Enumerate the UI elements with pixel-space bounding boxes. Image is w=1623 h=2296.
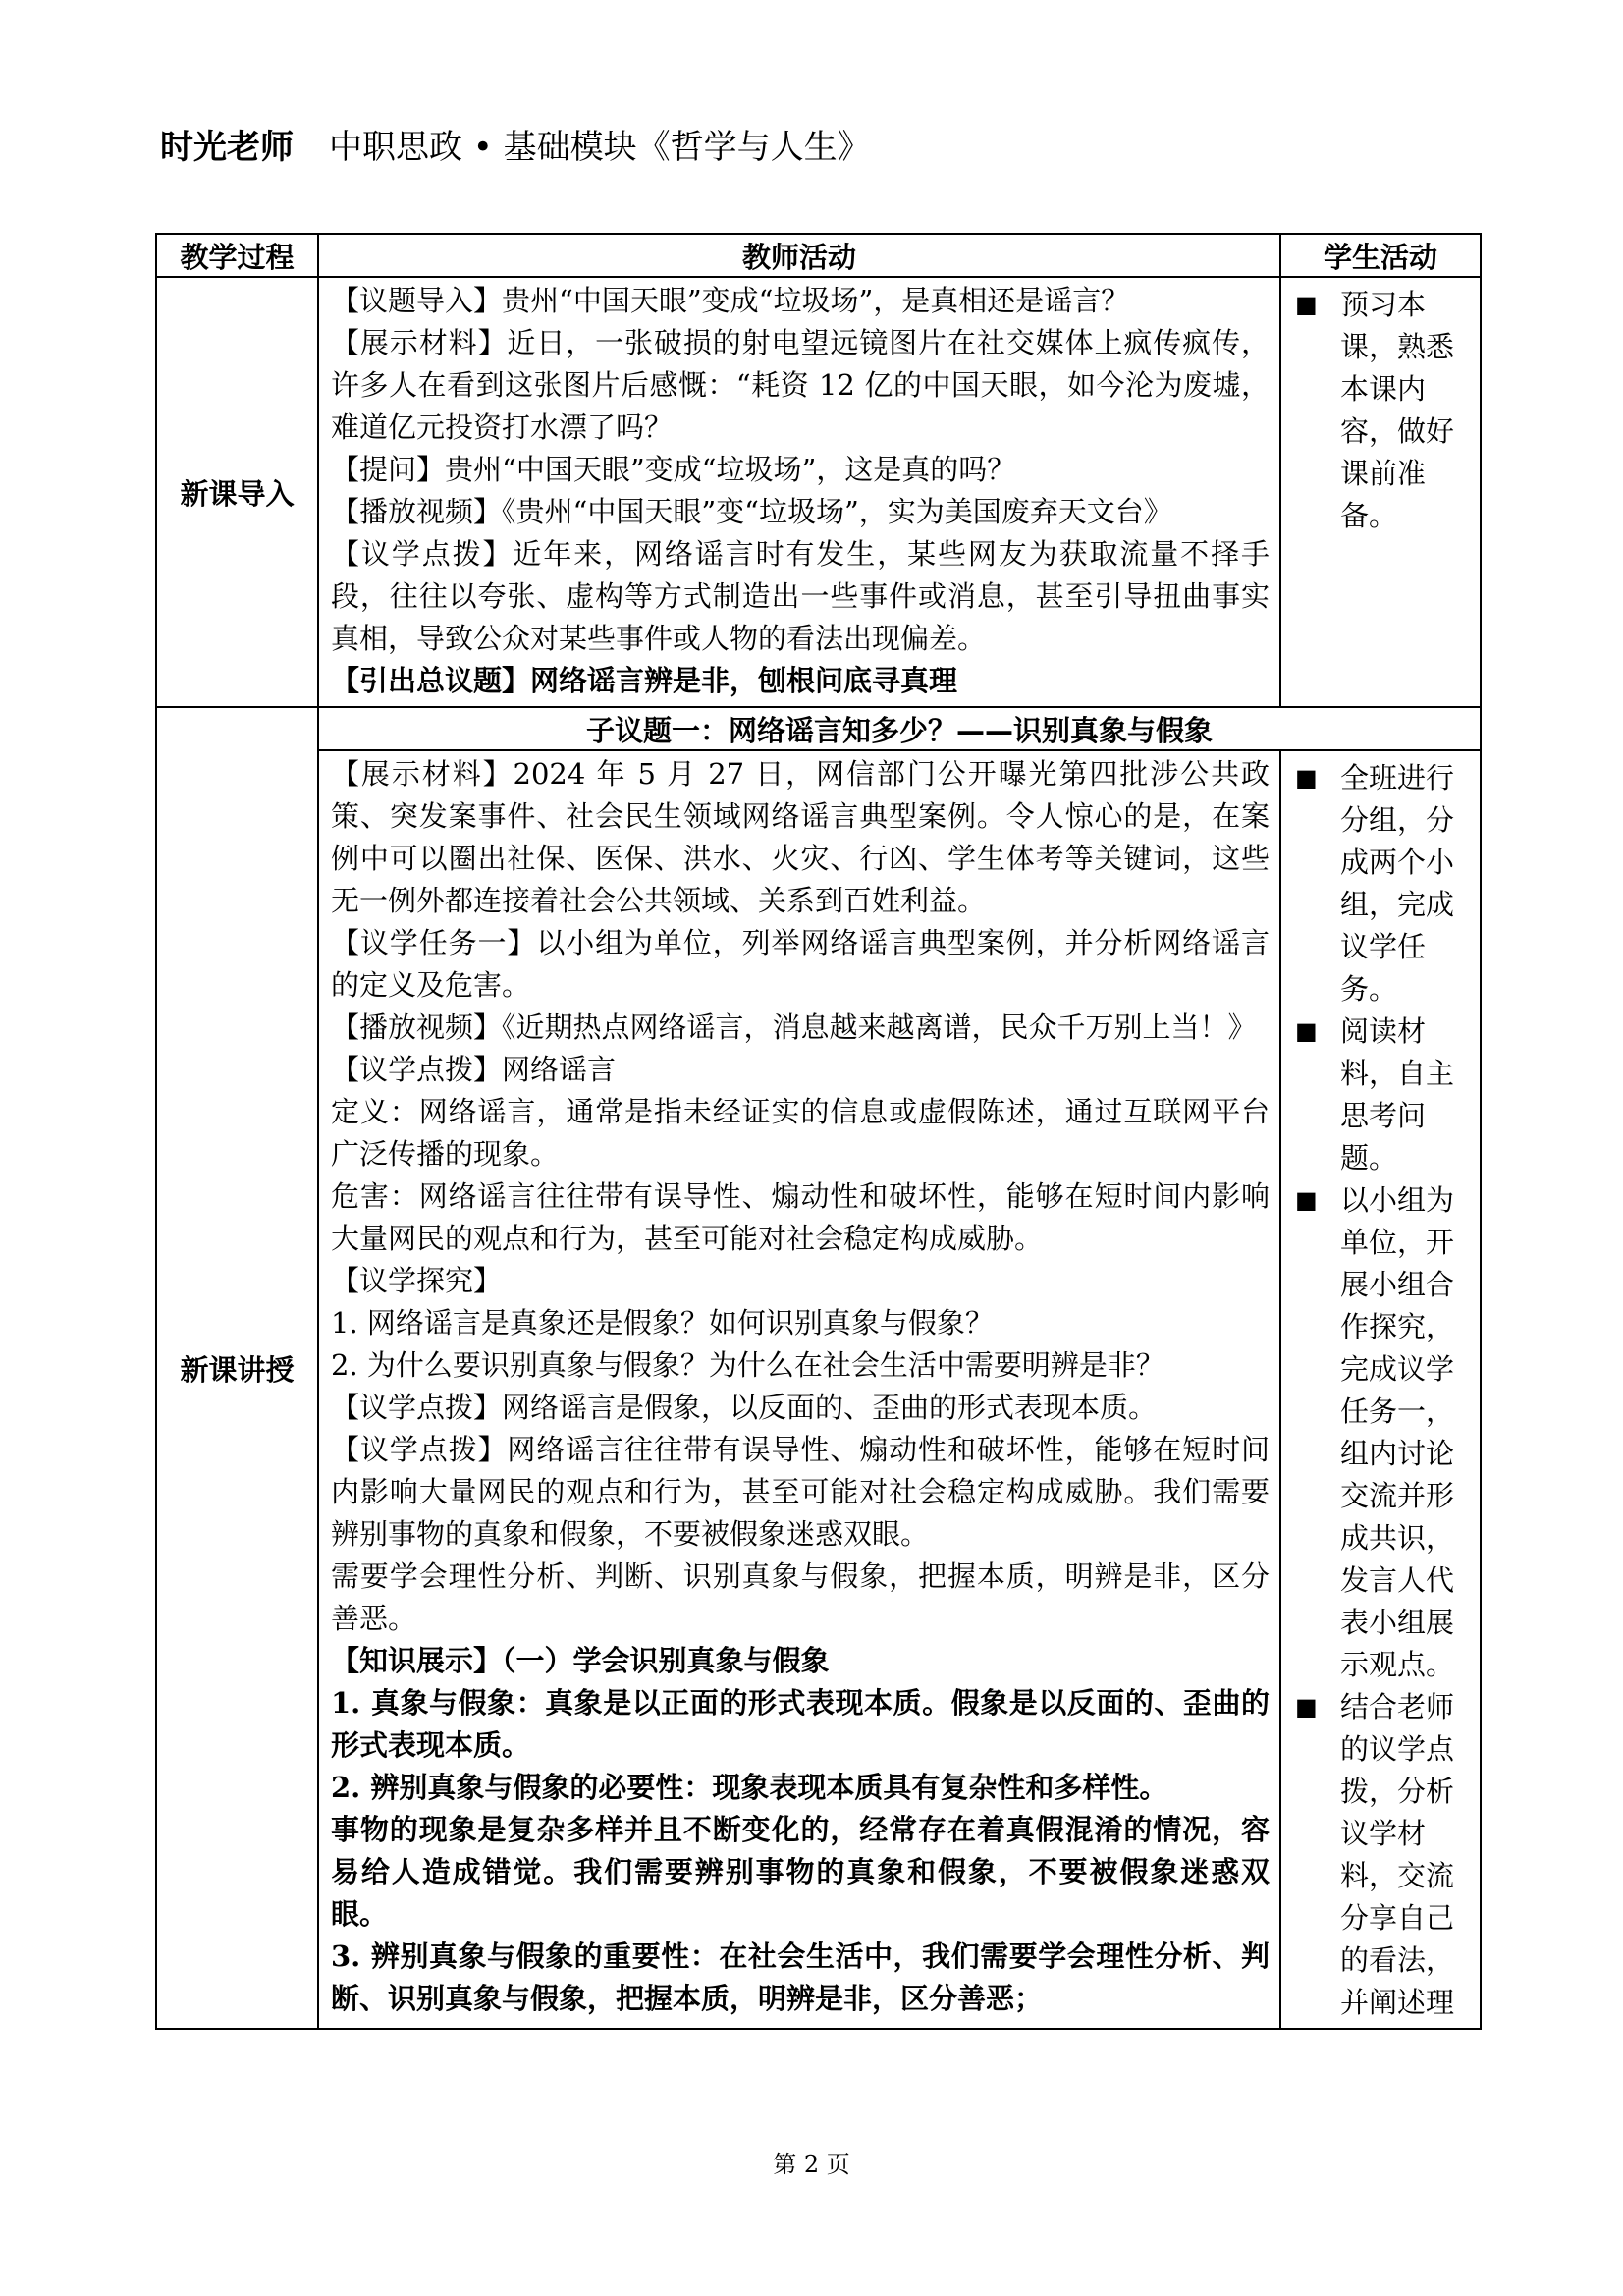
square-bullet-icon: ■ bbox=[1295, 291, 1318, 318]
student-item-text: 全班进行分组，分成两个小组，完成议学任务。 bbox=[1340, 761, 1455, 1006]
student-item-text: 阅读材料，自主思考问题。 bbox=[1340, 1014, 1455, 1175]
student-item bbox=[1295, 757, 1472, 1011]
square-bullet-icon: ■ bbox=[1295, 1186, 1318, 1214]
teacher-line: 【议学探究】 bbox=[331, 1264, 503, 1297]
student-item bbox=[1295, 1011, 1472, 1179]
teacher-activity-intro bbox=[318, 277, 1280, 707]
sub-topic-title: 子议题一：网络谣言知多少？——识别真象与假象 bbox=[318, 707, 1481, 750]
student-item-text: 以小组为单位，开展小组合作探究，完成议学任务一，组内讨论交流并形成共识，发言人代表小组展示观点。 bbox=[1340, 1183, 1455, 1681]
teacher-line: 【议学任务一】以小组为单位，列举网络谣言典型案例，并分析网络谣言的定义及危害。 bbox=[331, 926, 1270, 1002]
stage-lecture: 新课讲授 bbox=[156, 707, 318, 2029]
teacher-line: 【提问】贵州“中国天眼”变成“垃圾场”，这是真的吗？ bbox=[331, 453, 1016, 486]
teacher-line: 危害：网络谣言往往带有误导性、煽动性和破坏性，能够在短时间内影响大量网民的观点和行为，甚至可能对社会稳定构成威胁。 bbox=[331, 1179, 1270, 1255]
student-item-text: 结合老师的议学点拨，分析议学材料，交流分享自己的看法，并阐述理 bbox=[1340, 1690, 1455, 2019]
square-bullet-icon: ■ bbox=[1295, 1693, 1318, 1721]
stage-intro: 新课导入 bbox=[156, 277, 318, 707]
col-header-process: 教学过程 bbox=[156, 234, 318, 277]
teacher-line: 【播放视频】《近期热点网络谣言，消息越来越离谱，民众千万别上当！》 bbox=[331, 1011, 1257, 1044]
teacher-line: 【知识展示】（一）学会识别真象与假象 bbox=[331, 1644, 830, 1677]
col-header-teacher: 教师活动 bbox=[318, 234, 1280, 277]
student-item bbox=[1295, 284, 1472, 537]
teacher-line: 【播放视频】《贵州“中国天眼”变“垃圾场”，实为美国废弃天文台》 bbox=[331, 495, 1172, 528]
teacher-line: 1. 网络谣言是真象还是假象？如何识别真象与假象？ bbox=[331, 1306, 994, 1339]
teacher-line: 事物的现象是复杂多样并且不断变化的，经常存在着真假混淆的情况，容易给人造成错觉。我们需要辨别事物的真象和假象，不要被假象迷惑双眼。 bbox=[331, 1813, 1270, 1931]
student-item-text: 预习本课，熟悉本课内容，做好课前准备。 bbox=[1340, 288, 1455, 532]
teacher-activity-lecture bbox=[318, 750, 1280, 2029]
course-title: 中职思政 • 基础模块《哲学与人生》 bbox=[329, 128, 871, 167]
table-header-row bbox=[156, 234, 1481, 277]
teacher-line: 2. 为什么要识别真象与假象？为什么在社会生活中需要明辨是非？ bbox=[331, 1348, 1164, 1382]
teacher-line: 【议学点拨】网络谣言 bbox=[331, 1053, 617, 1086]
table-row-lecture bbox=[156, 750, 1481, 2029]
square-bullet-icon: ■ bbox=[1295, 1017, 1318, 1045]
student-item bbox=[1295, 1686, 1472, 2024]
teacher-line: 【展示材料】2024 年 5 月 27 日，网信部门公开曝光第四批涉公共政策、突发案事件、社会民生领域网络谣言典型案例。令人惊心的是，在案例中可以圈出社保、医保、洪水、火灾、行凶、学生体考等关键词，这些无一例外都连接着社会公共领域、关系到百姓利益。 bbox=[331, 757, 1270, 917]
teacher-line: 【议题导入】贵州“中国天眼”变成“垃圾场”，是真相还是谣言？ bbox=[331, 284, 1130, 317]
teacher-line: 【议学点拨】近年来，网络谣言时有发生，某些网友为获取流量不择手段，往往以夸张、虚构等方式制造出一些事件或消息，甚至引导扭曲事实真相，导致公众对某些事件或人物的看法出现偏差。 bbox=[331, 537, 1270, 655]
teacher-line: 需要学会理性分析、判断、识别真象与假象，把握本质，明辨是非，区分善恶。 bbox=[331, 1559, 1270, 1635]
col-header-student: 学生活动 bbox=[1280, 234, 1481, 277]
teacher-line: 3. 辨别真象与假象的重要性：在社会生活中，我们需要学会理性分析、判断、识别真象与假象，把握本质，明辨是非，区分善恶； bbox=[331, 1940, 1270, 2015]
teacher-line: 【引出总议题】网络谣言辨是非，刨根问底寻真理 bbox=[331, 664, 958, 697]
teacher-line: 【议学点拨】网络谣言往往带有误导性、煽动性和破坏性，能够在短时间内影响大量网民的观点和行为，甚至可能对社会稳定构成威胁。我们需要辨别事物的真象和假象，不要被假象迷惑双眼。 bbox=[331, 1433, 1270, 1551]
table-row-subtopic bbox=[156, 707, 1481, 750]
student-activity-lecture bbox=[1280, 750, 1481, 2029]
student-activity-intro bbox=[1280, 277, 1481, 707]
teacher-line: 2. 辨别真象与假象的必要性：现象表现本质具有复杂性和多样性。 bbox=[331, 1771, 1168, 1804]
teacher-line: 【议学点拨】网络谣言是假象，以反面的、歪曲的形式表现本质。 bbox=[331, 1391, 1158, 1424]
teacher-line: 【展示材料】近日，一张破损的射电望远镜图片在社交媒体上疯传疯传，许多人在看到这张图片后感慨：“耗资 12 亿的中国天眼，如今沦为废墟，难道亿元投资打水漂了吗？ bbox=[331, 326, 1270, 444]
teacher-line: 定义：网络谣言，通常是指未经证实的信息或虚假陈述，通过互联网平台广泛传播的现象。 bbox=[331, 1095, 1270, 1171]
square-bullet-icon: ■ bbox=[1295, 764, 1318, 792]
teacher-line: 1. 真象与假象：真象是以正面的形式表现本质。假象是以反面的、歪曲的形式表现本质。 bbox=[331, 1686, 1270, 1762]
page-header bbox=[160, 126, 871, 169]
author-name: 时光老师 bbox=[160, 128, 294, 167]
page-number: 第 2 页 bbox=[773, 2151, 850, 2178]
lesson-plan-table bbox=[155, 233, 1482, 2030]
student-item bbox=[1295, 1179, 1472, 1686]
table-row-intro bbox=[156, 277, 1481, 707]
